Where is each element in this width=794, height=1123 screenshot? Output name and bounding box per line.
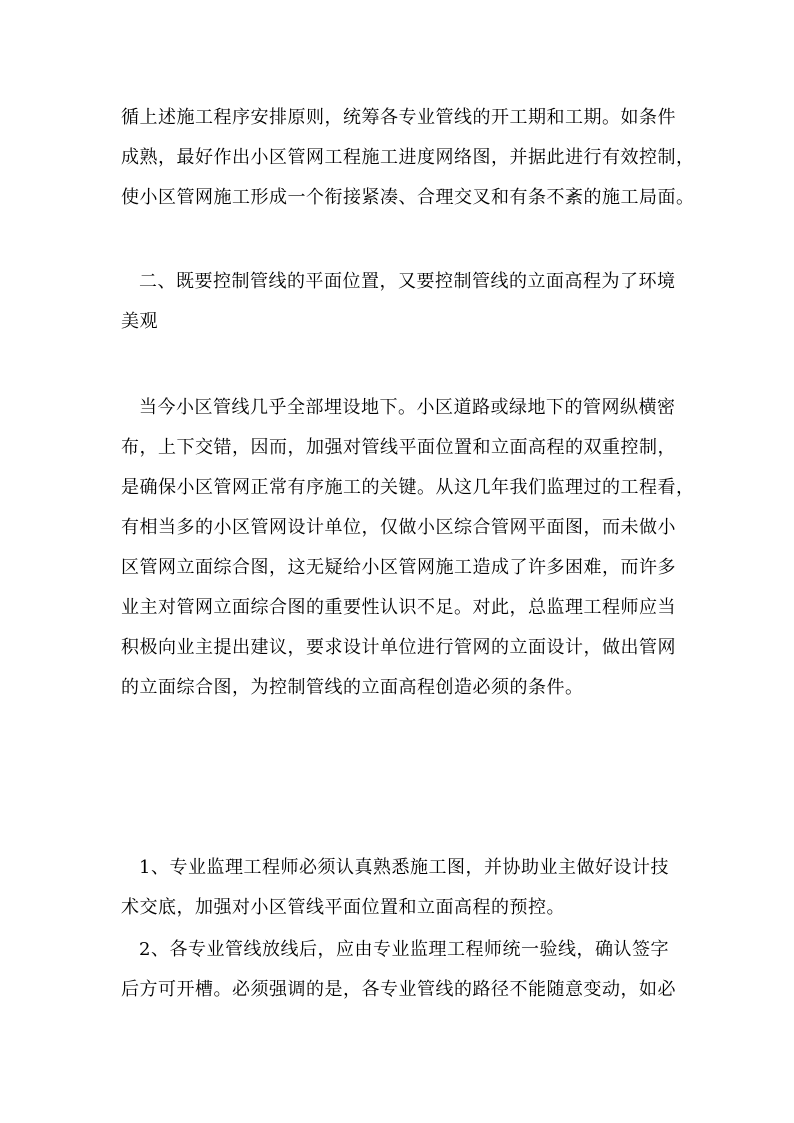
text-line: 是确保小区管网正常有序施工的关键。从这几年我们监理过的工程看， [121, 477, 695, 498]
text-line: 的立面综合图，为控制管线的立面高程创造必须的条件。 [121, 677, 584, 698]
heading-line: 二、既要控制管线的平面位置，又要控制管线的立面高程为了环境 [139, 271, 676, 292]
text-line: 循上述施工程序安排原则，统筹各专业管线的开工期和工期。如条件 [121, 107, 676, 128]
text-line: 1、专业监理工程师必须认真熟悉施工图，并协助业主做好设计技 [139, 857, 669, 878]
text-line: 区管网立面综合图，这无疑给小区管网施工造成了许多困难，而许多 [121, 557, 676, 578]
text-line: 积极向业主提出建议，要求设计单位进行管网的立面设计，做出管网 [121, 637, 676, 658]
text-line: 当今小区管线几乎全部埋设地下。小区道路或绿地下的管网纵横密 [139, 397, 676, 418]
text-line: 有相当多的小区管网设计单位，仅做小区综合管网平面图，而未做小 [121, 517, 676, 538]
heading-line: 美观 [121, 311, 158, 332]
text-line: 使小区管网施工形成一个衔接紧凑、合理交叉和有条不紊的施工局面。 [121, 187, 695, 208]
text-line: 业主对管网立面综合图的重要性认识不足。对此，总监理工程师应当 [121, 597, 676, 618]
text-line: 术交底，加强对小区管线平面位置和立面高程的预控。 [121, 897, 565, 918]
text-line: 后方可开槽。必须强调的是，各专业管线的路径不能随意变动，如必 [121, 979, 676, 1000]
text-line: 成熟，最好作出小区管网工程施工进度网络图，并据此进行有效控制， [121, 147, 695, 168]
text-line: 布，上下交错，因而，加强对管线平面位置和立面高程的双重控制， [121, 437, 676, 458]
text-line: 2、各专业管线放线后，应由专业监理工程师统一验线，确认签字 [139, 939, 669, 960]
